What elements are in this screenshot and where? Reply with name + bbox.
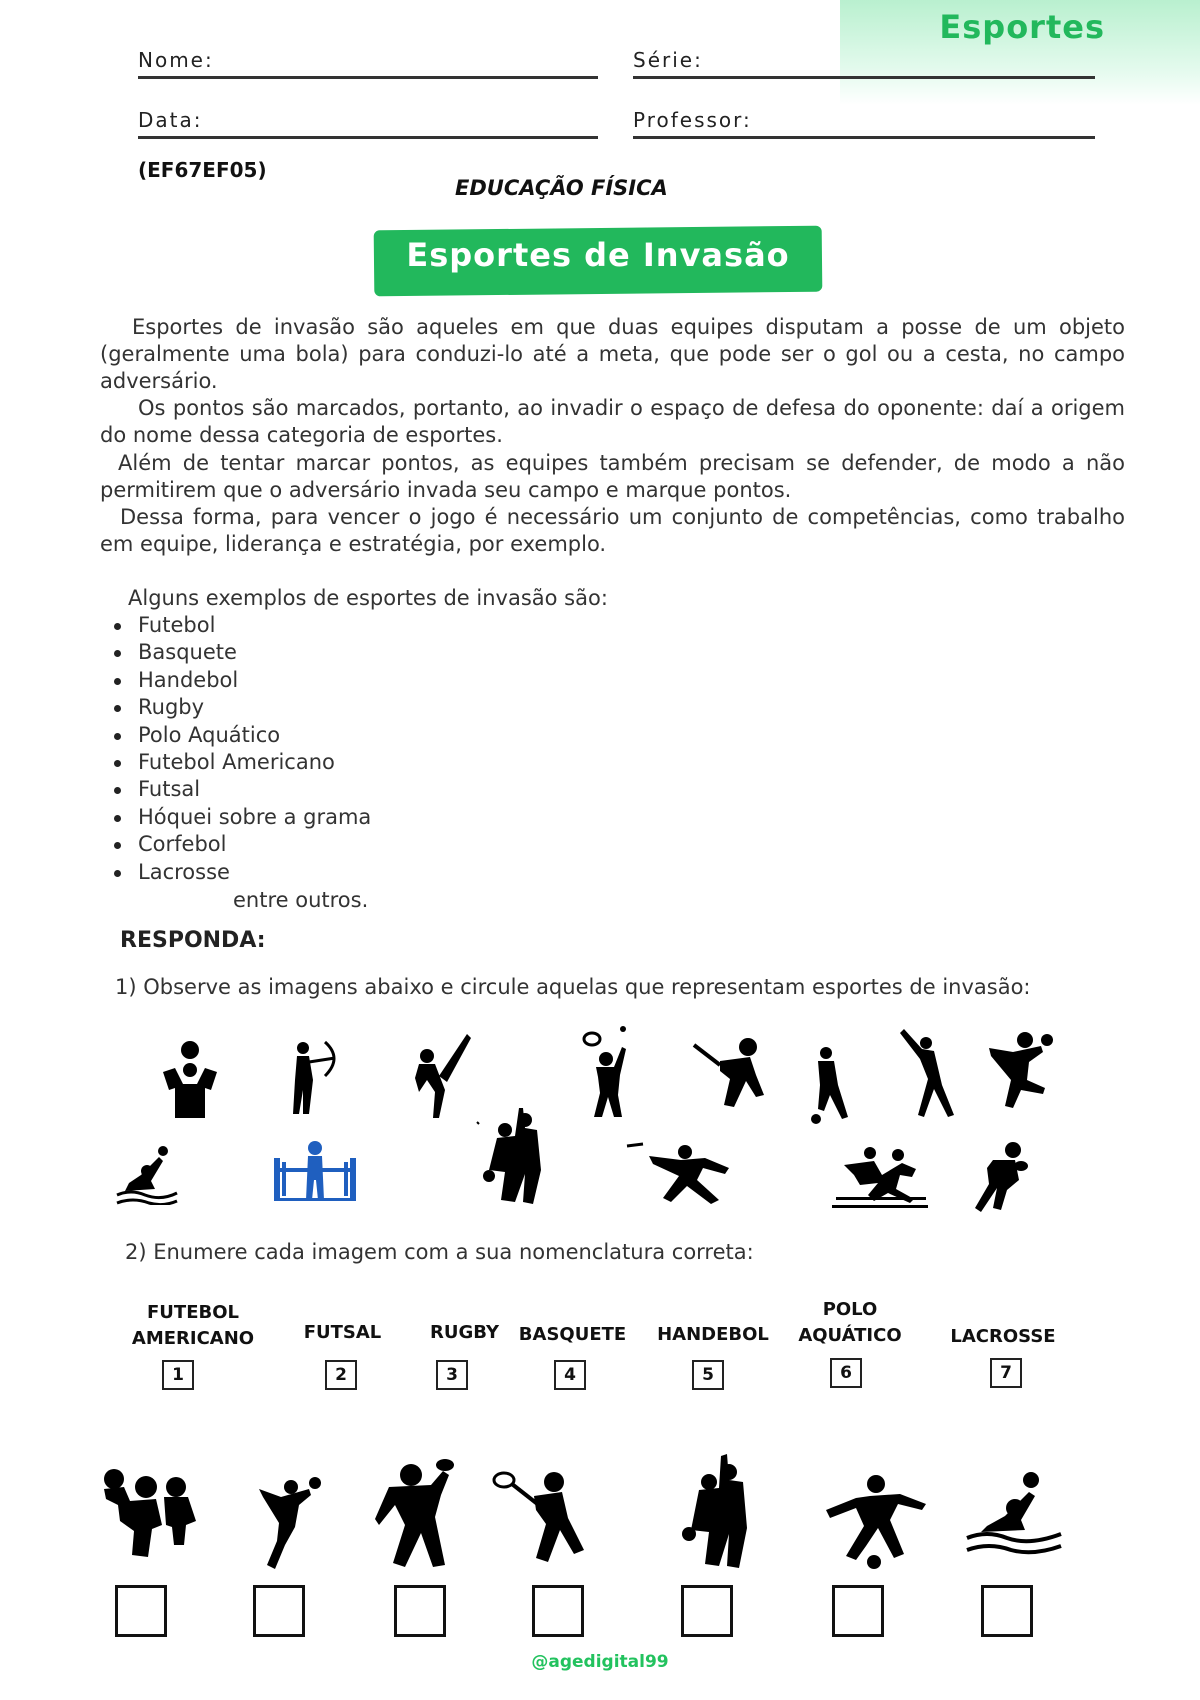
question-2: 2) Enumere cada imagem com a sua nomenclatura correta:: [125, 1240, 754, 1264]
paragraph-3: Além de tentar marcar pontos, as equipes também precisam se defender, de modo a não permitirem que o adversário invada seu campo e marque pontos.: [100, 451, 1125, 502]
list-item: Basquete: [110, 639, 371, 666]
list-item: Futebol: [110, 612, 371, 639]
label-rugby: RUGBY: [429, 1322, 500, 1343]
name-line: [138, 76, 598, 79]
answer-box-7[interactable]: [981, 1585, 1033, 1637]
answer-box-5[interactable]: [681, 1585, 733, 1637]
handball-jumper-icon: [255, 1475, 330, 1570]
archer-icon[interactable]: [285, 1040, 345, 1115]
label-futebol-americano: FUTEBOL AMERICANO: [131, 1302, 255, 1349]
date-label: Data:: [138, 108, 203, 132]
label-polo-aquatico: POLO AQUÁTICO: [798, 1299, 902, 1346]
list-item: Handebol: [110, 667, 371, 694]
name-field[interactable]: [138, 48, 214, 72]
list-item: Polo Aquático: [110, 722, 371, 749]
frisbee-thrower-icon[interactable]: [625, 1140, 735, 1205]
list-item: Hóquei sobre a grama: [110, 804, 371, 831]
answer-box-2[interactable]: [253, 1585, 305, 1637]
paragraph-4: Dessa forma, para vencer o jogo é necessário um conjunto de competências, como trabalho em equipe, liderança e estratégia, por exemplo.: [100, 505, 1125, 556]
teacher-line: [633, 136, 1095, 139]
date-field[interactable]: [138, 108, 203, 132]
water-polo-swimmer-icon: [965, 1470, 1065, 1555]
water-polo-player-icon[interactable]: [115, 1145, 180, 1205]
answer-box-1[interactable]: [115, 1585, 167, 1637]
number-box-7: 7: [990, 1358, 1022, 1388]
list-item: Futsal: [110, 776, 371, 803]
soccer-player-icon[interactable]: [810, 1045, 855, 1125]
rugby-runner-icon[interactable]: [975, 1140, 1030, 1215]
label-handebol: HANDEBOL: [657, 1324, 769, 1345]
series-label: Série:: [633, 48, 703, 72]
futsal-kicker-icon: [820, 1470, 930, 1570]
karate-kick-icon[interactable]: [405, 1030, 475, 1120]
american-football-players-icon: [100, 1465, 200, 1560]
label-futsal: FUTSAL: [303, 1322, 382, 1343]
subject-title: EDUCAÇÃO FÍSICA: [455, 176, 668, 200]
list-item: Futebol Americano: [110, 749, 371, 776]
answer-box-6[interactable]: [832, 1585, 884, 1637]
basketball-duo-icon: [675, 1450, 755, 1570]
handball-player-icon[interactable]: [985, 1030, 1060, 1110]
answer-box-3[interactable]: [394, 1585, 446, 1637]
lacrosse-runner-icon: [490, 1470, 590, 1565]
number-box-4: 4: [554, 1360, 586, 1390]
respond-heading: RESPONDA:: [120, 928, 266, 953]
lacrosse-player-icon[interactable]: [690, 1035, 770, 1110]
teacher-field[interactable]: [633, 108, 752, 132]
footer-handle: @agedigital99: [531, 1652, 669, 1672]
list-item: Corfebol: [110, 831, 371, 858]
answer-box-4[interactable]: [532, 1585, 584, 1637]
examples-intro: Alguns exemplos de esportes de invasão são:: [128, 586, 608, 610]
question-1: 1) Observe as imagens abaixo e circule aquelas que representam esportes de invasão:: [115, 975, 1031, 999]
rugby-catcher-icon: [375, 1455, 460, 1570]
basketball-players-icon[interactable]: [475, 1100, 550, 1205]
stretching-athlete-icon[interactable]: [898, 1025, 958, 1120]
number-box-6: 6: [830, 1358, 862, 1388]
skill-code: (EF67EF05): [138, 158, 267, 182]
teacher-label: Professor:: [633, 108, 752, 132]
series-field[interactable]: [633, 48, 703, 72]
number-box-5: 5: [692, 1360, 724, 1390]
volleyball-player-icon[interactable]: [155, 1040, 225, 1120]
examples-list: [110, 612, 371, 886]
weightlifter-icon[interactable]: [270, 1140, 360, 1205]
name-label: Nome:: [138, 48, 214, 72]
number-box-1: 1: [162, 1360, 194, 1390]
paragraph-2: Os pontos são marcados, portanto, ao invadir o espaço de defesa do oponente: daí a origem do nome dessa categoria de esportes.: [100, 396, 1125, 447]
series-line: [633, 76, 1095, 79]
hurdlers-icon[interactable]: [830, 1145, 930, 1210]
number-box-2: 2: [325, 1360, 357, 1390]
list-item: Lacrosse: [110, 859, 371, 886]
tennis-player-icon[interactable]: [578, 1025, 638, 1120]
page-title: Esportes de Invasão: [406, 236, 790, 274]
label-basquete: BASQUETE: [518, 1324, 627, 1345]
paragraph-1: Esportes de invasão são aqueles em que duas equipes disputam a posse de um objeto (geralmente uma bola) para conduzi-lo até a meta, que pode ser o gol ou a cesta, no campo adversário.: [100, 315, 1125, 393]
examples-end: entre outros.: [233, 888, 369, 912]
label-lacrosse: LACROSSE: [950, 1326, 1056, 1347]
corner-label: Esportes: [939, 8, 1105, 46]
list-item: Rugby: [110, 694, 371, 721]
date-line: [138, 136, 598, 139]
number-box-3: 3: [436, 1360, 468, 1390]
